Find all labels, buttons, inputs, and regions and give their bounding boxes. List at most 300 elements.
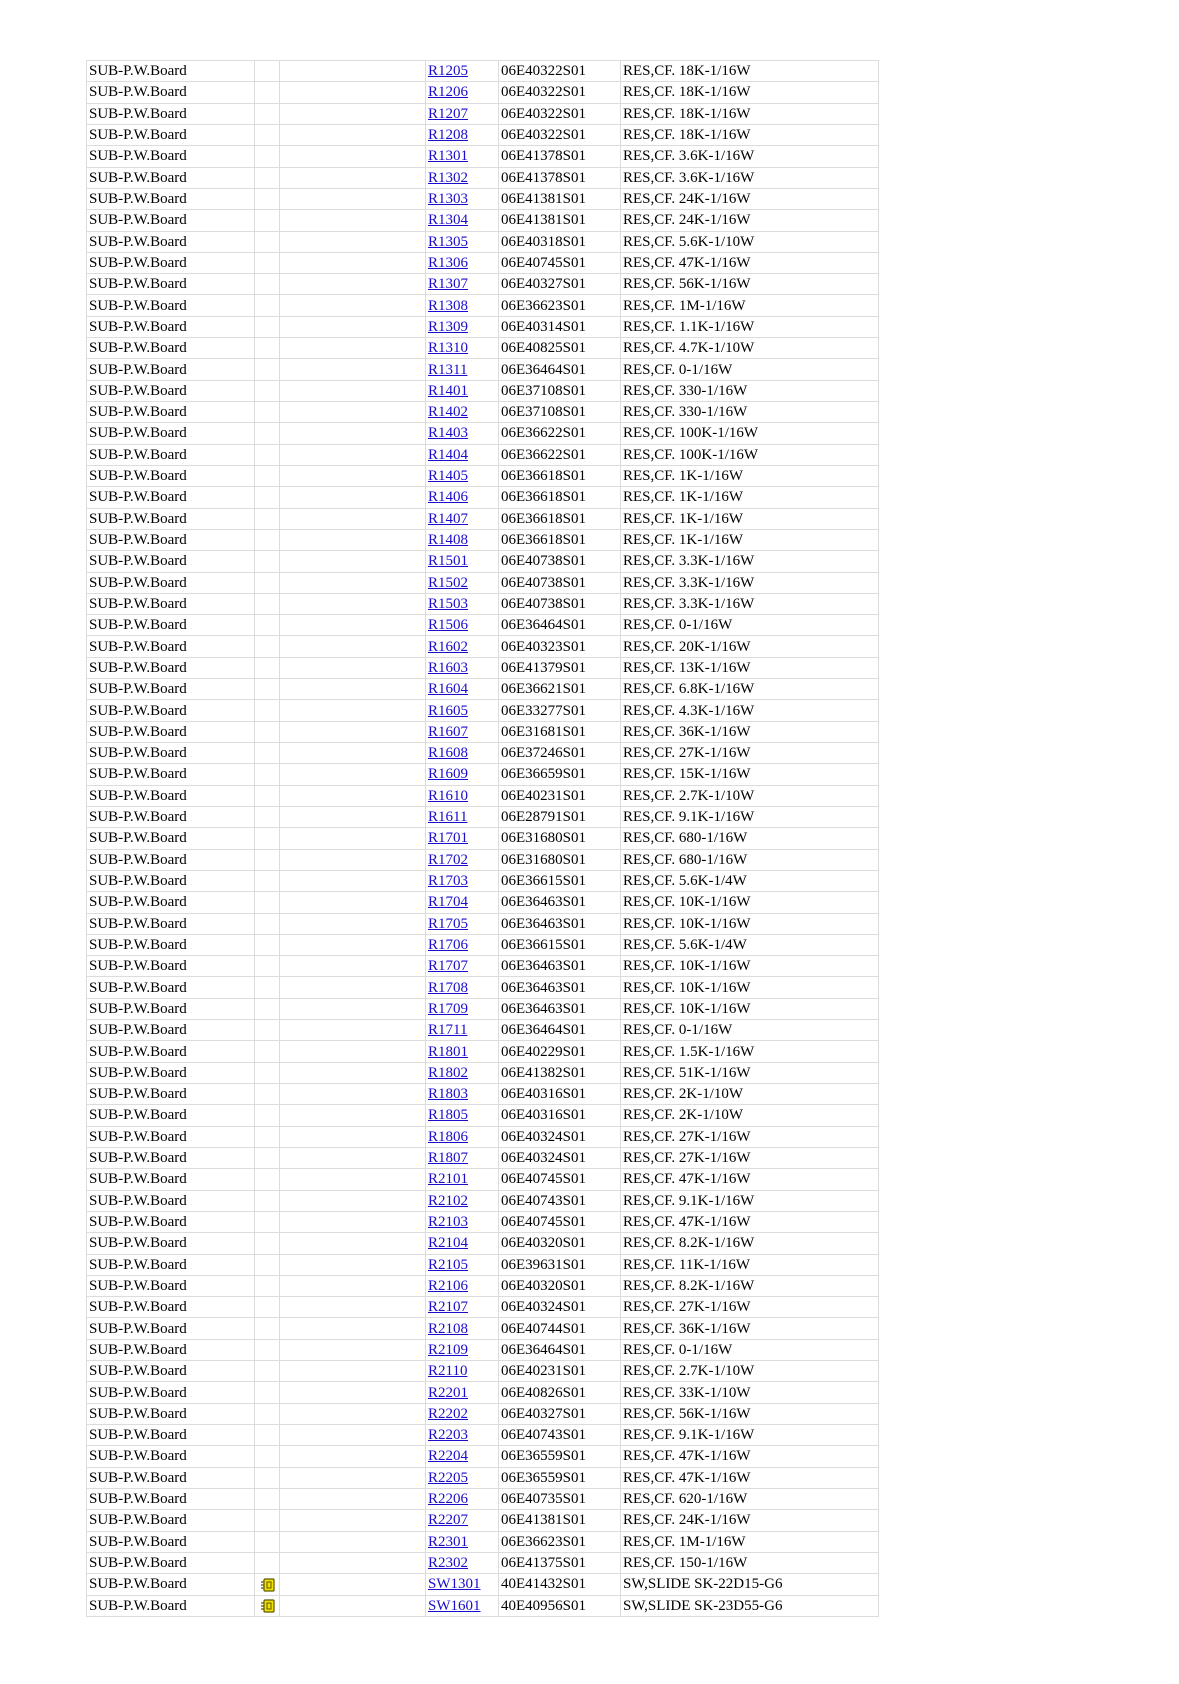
parts-row — [87, 1297, 879, 1318]
ref-cell — [426, 913, 499, 934]
description-cell: RES,CF. 680-1/16W — [621, 849, 879, 870]
part-number-cell: 06E40745S01 — [499, 1211, 621, 1232]
ref-cell — [426, 487, 499, 508]
part-number-cell: 06E41381S01 — [499, 188, 621, 209]
parts-row — [87, 82, 879, 103]
parts-row — [87, 998, 879, 1019]
board-name-cell: SUB-P.W.Board — [87, 551, 255, 572]
parts-row — [87, 61, 879, 82]
ref-link[interactable]: R2101 — [428, 1171, 469, 1188]
description-cell: RES,CF. 27K-1/16W — [621, 1126, 879, 1147]
ref-link[interactable]: R1306 — [428, 254, 469, 271]
ref-link[interactable]: R1208 — [428, 127, 469, 144]
part-icon-cell — [255, 508, 280, 529]
part-number-cell: 06E31681S01 — [499, 721, 621, 742]
board-name-cell: SUB-P.W.Board — [87, 487, 255, 508]
ref-cell — [426, 61, 499, 82]
part-number-cell: 06E39631S01 — [499, 1254, 621, 1275]
empty-cell — [280, 295, 426, 316]
parts-row — [87, 1105, 879, 1126]
board-name-cell: SUB-P.W.Board — [87, 764, 255, 785]
part-number-cell: 06E36463S01 — [499, 892, 621, 913]
parts-row — [87, 1339, 879, 1360]
empty-cell — [280, 167, 426, 188]
ref-link[interactable]: R2202 — [428, 1405, 469, 1422]
ref-link[interactable]: R1703 — [428, 873, 469, 890]
board-name-cell: SUB-P.W.Board — [87, 679, 255, 700]
ref-cell — [426, 806, 499, 827]
parts-row — [87, 806, 879, 827]
part-number-cell: 06E36618S01 — [499, 465, 621, 486]
part-number-cell: 06E36559S01 — [499, 1446, 621, 1467]
parts-row — [87, 870, 879, 891]
ref-link[interactable]: R2203 — [428, 1427, 469, 1444]
part-number-cell: 06E40825S01 — [499, 338, 621, 359]
switch-part-icon[interactable] — [260, 1578, 276, 1592]
ref-link[interactable]: R1803 — [428, 1086, 469, 1103]
part-icon-cell — [255, 1403, 280, 1424]
empty-cell — [280, 82, 426, 103]
ref-link[interactable]: R1311 — [428, 361, 468, 378]
ref-link[interactable]: R1602 — [428, 638, 469, 655]
board-name-cell: SUB-P.W.Board — [87, 1084, 255, 1105]
ref-cell — [426, 210, 499, 231]
part-number-cell: 06E36615S01 — [499, 934, 621, 955]
ref-link[interactable]: R1609 — [428, 766, 469, 783]
ref-link[interactable]: R1404 — [428, 446, 469, 463]
ref-link[interactable]: R1708 — [428, 979, 469, 996]
ref-cell — [426, 956, 499, 977]
empty-cell — [280, 508, 426, 529]
ref-link[interactable]: R2207 — [428, 1512, 469, 1529]
part-number-cell: 06E36464S01 — [499, 359, 621, 380]
empty-cell — [280, 1531, 426, 1552]
ref-link[interactable]: R1705 — [428, 915, 469, 932]
description-cell: RES,CF. 18K-1/16W — [621, 61, 879, 82]
ref-link[interactable]: R2201 — [428, 1384, 469, 1401]
ref-link[interactable]: R1302 — [428, 169, 469, 186]
parts-row — [87, 1169, 879, 1190]
parts-row — [87, 828, 879, 849]
empty-cell — [280, 444, 426, 465]
empty-cell — [280, 1297, 426, 1318]
empty-cell — [280, 934, 426, 955]
parts-row — [87, 103, 879, 124]
part-icon-cell — [255, 146, 280, 167]
ref-cell — [426, 402, 499, 423]
parts-row — [87, 380, 879, 401]
ref-link[interactable]: R1701 — [428, 830, 469, 847]
ref-cell — [426, 444, 499, 465]
part-icon-cell — [255, 615, 280, 636]
parts-row — [87, 1552, 879, 1573]
ref-cell — [426, 572, 499, 593]
board-name-cell: SUB-P.W.Board — [87, 956, 255, 977]
parts-row — [87, 785, 879, 806]
part-number-cell: 06E36618S01 — [499, 487, 621, 508]
ref-link[interactable]: R1308 — [428, 297, 469, 314]
description-cell: RES,CF. 10K-1/16W — [621, 892, 879, 913]
description-cell: RES,CF. 620-1/16W — [621, 1488, 879, 1509]
ref-cell — [426, 529, 499, 550]
ref-link[interactable]: R1706 — [428, 936, 469, 953]
ref-link[interactable]: R1603 — [428, 659, 469, 676]
switch-part-icon[interactable] — [260, 1599, 276, 1613]
part-icon-cell — [255, 167, 280, 188]
empty-cell — [280, 1190, 426, 1211]
ref-link[interactable]: R2105 — [428, 1256, 469, 1273]
parts-row — [87, 146, 879, 167]
empty-cell — [280, 487, 426, 508]
board-name-cell: SUB-P.W.Board — [87, 1126, 255, 1147]
description-cell: RES,CF. 11K-1/16W — [621, 1254, 879, 1275]
description-cell: RES,CF. 24K-1/16W — [621, 210, 879, 231]
part-number-cell: 06E36618S01 — [499, 508, 621, 529]
description-cell: RES,CF. 3.6K-1/16W — [621, 167, 879, 188]
part-number-cell: 06E40745S01 — [499, 252, 621, 273]
ref-link[interactable]: R1805 — [428, 1107, 469, 1124]
parts-row — [87, 1254, 879, 1275]
board-name-cell: SUB-P.W.Board — [87, 892, 255, 913]
board-name-cell: SUB-P.W.Board — [87, 1169, 255, 1190]
ref-cell — [426, 295, 499, 316]
part-number-cell: 06E36463S01 — [499, 956, 621, 977]
part-icon-cell — [255, 806, 280, 827]
ref-link[interactable]: SW1601 — [428, 1597, 481, 1614]
part-number-cell: 06E41378S01 — [499, 146, 621, 167]
ref-link[interactable]: R1401 — [428, 382, 469, 399]
empty-cell — [280, 1169, 426, 1190]
parts-row — [87, 444, 879, 465]
empty-cell — [280, 1126, 426, 1147]
parts-row — [87, 593, 879, 614]
ref-cell — [426, 1169, 499, 1190]
ref-cell — [426, 423, 499, 444]
part-icon-cell — [255, 1382, 280, 1403]
parts-row — [87, 1147, 879, 1168]
description-cell: RES,CF. 1.1K-1/16W — [621, 316, 879, 337]
ref-cell — [426, 252, 499, 273]
empty-cell — [280, 1446, 426, 1467]
empty-cell — [280, 529, 426, 550]
part-icon-cell — [255, 700, 280, 721]
parts-row — [87, 636, 879, 657]
empty-cell — [280, 274, 426, 295]
description-cell: RES,CF. 2.7K-1/10W — [621, 1361, 879, 1382]
ref-link[interactable]: R1604 — [428, 681, 469, 698]
part-icon-cell — [255, 849, 280, 870]
ref-link[interactable]: R1406 — [428, 489, 469, 506]
ref-cell — [426, 82, 499, 103]
ref-cell — [426, 636, 499, 657]
ref-link[interactable]: R2107 — [428, 1299, 469, 1316]
ref-link[interactable]: R1707 — [428, 958, 469, 975]
ref-cell — [426, 1254, 499, 1275]
part-number-cell: 06E40318S01 — [499, 231, 621, 252]
parts-row — [87, 934, 879, 955]
ref-cell — [426, 465, 499, 486]
part-icon-cell — [255, 359, 280, 380]
description-cell: RES,CF. 2K-1/10W — [621, 1084, 879, 1105]
description-cell: RES,CF. 1M-1/16W — [621, 295, 879, 316]
board-name-cell: SUB-P.W.Board — [87, 700, 255, 721]
description-cell: RES,CF. 0-1/16W — [621, 1339, 879, 1360]
empty-cell — [280, 1574, 426, 1595]
ref-link[interactable]: SW1301 — [428, 1576, 481, 1593]
description-cell: RES,CF. 9.1K-1/16W — [621, 1425, 879, 1446]
part-icon-cell — [255, 295, 280, 316]
part-icon-cell — [255, 1105, 280, 1126]
part-number-cell: 06E36464S01 — [499, 615, 621, 636]
ref-cell — [426, 977, 499, 998]
ref-link[interactable]: R1801 — [428, 1043, 469, 1060]
ref-link[interactable]: R1807 — [428, 1150, 469, 1167]
board-name-cell: SUB-P.W.Board — [87, 998, 255, 1019]
ref-link[interactable]: R1503 — [428, 595, 469, 612]
parts-row — [87, 316, 879, 337]
ref-link[interactable]: R1305 — [428, 233, 469, 250]
ref-link[interactable]: R1408 — [428, 532, 469, 549]
ref-cell — [426, 1211, 499, 1232]
ref-link[interactable]: R1806 — [428, 1128, 469, 1145]
ref-cell — [426, 103, 499, 124]
parts-list-table — [86, 60, 879, 1617]
empty-cell — [280, 465, 426, 486]
part-icon-cell — [255, 1531, 280, 1552]
parts-row — [87, 721, 879, 742]
ref-link[interactable]: R1205 — [428, 63, 469, 80]
ref-link[interactable]: R1303 — [428, 191, 469, 208]
empty-cell — [280, 423, 426, 444]
ref-link[interactable]: R2110 — [428, 1363, 468, 1380]
board-name-cell: SUB-P.W.Board — [87, 1339, 255, 1360]
parts-row — [87, 252, 879, 273]
ref-cell — [426, 231, 499, 252]
part-number-cell: 06E36615S01 — [499, 870, 621, 891]
ref-link[interactable]: R2204 — [428, 1448, 469, 1465]
board-name-cell: SUB-P.W.Board — [87, 508, 255, 529]
empty-cell — [280, 1552, 426, 1573]
description-cell: RES,CF. 2K-1/10W — [621, 1105, 879, 1126]
ref-cell — [426, 1425, 499, 1446]
empty-cell — [280, 1361, 426, 1382]
board-name-cell: SUB-P.W.Board — [87, 1382, 255, 1403]
parts-row — [87, 1425, 879, 1446]
board-name-cell: SUB-P.W.Board — [87, 828, 255, 849]
empty-cell — [280, 1020, 426, 1041]
ref-link[interactable]: R2301 — [428, 1533, 469, 1550]
description-cell: RES,CF. 1K-1/16W — [621, 529, 879, 550]
parts-row — [87, 487, 879, 508]
description-cell: RES,CF. 1K-1/16W — [621, 487, 879, 508]
empty-cell — [280, 1041, 426, 1062]
parts-row — [87, 1574, 879, 1595]
ref-cell — [426, 1275, 499, 1296]
ref-link[interactable]: R1611 — [428, 809, 468, 826]
empty-cell — [280, 615, 426, 636]
part-number-cell: 06E40324S01 — [499, 1126, 621, 1147]
ref-link[interactable]: R1608 — [428, 745, 469, 762]
ref-cell — [426, 1318, 499, 1339]
part-number-cell: 06E40324S01 — [499, 1297, 621, 1318]
ref-cell — [426, 743, 499, 764]
part-number-cell: 06E37108S01 — [499, 402, 621, 423]
ref-link[interactable]: R1506 — [428, 617, 469, 634]
ref-link[interactable]: R1407 — [428, 510, 469, 527]
ref-link[interactable]: R1501 — [428, 553, 469, 570]
parts-row — [87, 1062, 879, 1083]
ref-link[interactable]: R1502 — [428, 574, 469, 591]
empty-cell — [280, 1084, 426, 1105]
ref-link[interactable]: R2106 — [428, 1277, 469, 1294]
ref-cell — [426, 146, 499, 167]
board-name-cell: SUB-P.W.Board — [87, 615, 255, 636]
part-number-cell: 06E41381S01 — [499, 210, 621, 231]
board-name-cell: SUB-P.W.Board — [87, 849, 255, 870]
ref-cell — [426, 1361, 499, 1382]
empty-cell — [280, 1233, 426, 1254]
board-name-cell: SUB-P.W.Board — [87, 465, 255, 486]
board-name-cell: SUB-P.W.Board — [87, 61, 255, 82]
description-cell: RES,CF. 100K-1/16W — [621, 423, 879, 444]
empty-cell — [280, 593, 426, 614]
ref-link[interactable]: R1310 — [428, 340, 469, 357]
description-cell: RES,CF. 3.3K-1/16W — [621, 593, 879, 614]
ref-link[interactable]: R1802 — [428, 1064, 469, 1081]
part-number-cell: 06E36623S01 — [499, 295, 621, 316]
part-icon-cell — [255, 465, 280, 486]
parts-row — [87, 956, 879, 977]
part-icon-cell — [255, 1169, 280, 1190]
part-number-cell: 06E40327S01 — [499, 274, 621, 295]
ref-cell — [426, 1467, 499, 1488]
part-icon-cell — [255, 103, 280, 124]
parts-row — [87, 1275, 879, 1296]
ref-link[interactable]: R1709 — [428, 1000, 469, 1017]
part-number-cell: 06E37108S01 — [499, 380, 621, 401]
empty-cell — [280, 124, 426, 145]
parts-row — [87, 465, 879, 486]
empty-cell — [280, 1147, 426, 1168]
description-cell: RES,CF. 10K-1/16W — [621, 998, 879, 1019]
ref-link[interactable]: R2104 — [428, 1235, 469, 1252]
empty-cell — [280, 998, 426, 1019]
ref-link[interactable]: R1307 — [428, 276, 469, 293]
ref-link[interactable]: R2109 — [428, 1341, 469, 1358]
board-name-cell: SUB-P.W.Board — [87, 1595, 255, 1616]
empty-cell — [280, 359, 426, 380]
board-name-cell: SUB-P.W.Board — [87, 1211, 255, 1232]
part-icon-cell — [255, 380, 280, 401]
part-number-cell: 06E36659S01 — [499, 764, 621, 785]
ref-cell — [426, 1510, 499, 1531]
ref-link[interactable]: R1402 — [428, 404, 469, 421]
ref-link[interactable]: R2108 — [428, 1320, 469, 1337]
empty-cell — [280, 188, 426, 209]
ref-link[interactable]: R1301 — [428, 148, 469, 165]
board-name-cell: SUB-P.W.Board — [87, 1020, 255, 1041]
ref-link[interactable]: R1711 — [428, 1022, 468, 1039]
part-number-cell: 06E36464S01 — [499, 1339, 621, 1360]
ref-link[interactable]: R2102 — [428, 1192, 469, 1209]
board-name-cell: SUB-P.W.Board — [87, 806, 255, 827]
ref-link[interactable]: R1309 — [428, 318, 469, 335]
parts-row — [87, 274, 879, 295]
description-cell: RES,CF. 0-1/16W — [621, 615, 879, 636]
part-icon-cell — [255, 423, 280, 444]
ref-link[interactable]: R2205 — [428, 1469, 469, 1486]
ref-link[interactable]: R2206 — [428, 1491, 469, 1508]
ref-cell — [426, 1084, 499, 1105]
ref-link[interactable]: R1704 — [428, 894, 469, 911]
empty-cell — [280, 210, 426, 231]
part-number-cell: 06E36463S01 — [499, 998, 621, 1019]
part-number-cell: 06E40314S01 — [499, 316, 621, 337]
ref-link[interactable]: R1605 — [428, 702, 469, 719]
description-cell: RES,CF. 47K-1/16W — [621, 1446, 879, 1467]
empty-cell — [280, 1403, 426, 1424]
part-icon-cell — [255, 956, 280, 977]
part-number-cell: 06E40743S01 — [499, 1425, 621, 1446]
board-name-cell: SUB-P.W.Board — [87, 1446, 255, 1467]
ref-link[interactable]: R1607 — [428, 723, 469, 740]
part-number-cell: 06E40231S01 — [499, 785, 621, 806]
part-icon-cell — [255, 593, 280, 614]
ref-link[interactable]: R1403 — [428, 425, 469, 442]
board-name-cell: SUB-P.W.Board — [87, 1552, 255, 1573]
ref-link[interactable]: R2302 — [428, 1555, 469, 1572]
parts-row — [87, 529, 879, 550]
part-icon-cell — [255, 231, 280, 252]
board-name-cell: SUB-P.W.Board — [87, 1105, 255, 1126]
board-name-cell: SUB-P.W.Board — [87, 338, 255, 359]
parts-row — [87, 1020, 879, 1041]
part-icon-cell — [255, 1318, 280, 1339]
part-icon-cell — [255, 1233, 280, 1254]
empty-cell — [280, 1467, 426, 1488]
description-cell: RES,CF. 18K-1/16W — [621, 103, 879, 124]
ref-link[interactable]: R1702 — [428, 851, 469, 868]
part-number-cell: 06E40322S01 — [499, 124, 621, 145]
board-name-cell: SUB-P.W.Board — [87, 82, 255, 103]
description-cell: RES,CF. 15K-1/16W — [621, 764, 879, 785]
part-icon-cell — [255, 1020, 280, 1041]
parts-row — [87, 124, 879, 145]
ref-cell — [426, 700, 499, 721]
ref-link[interactable]: R1610 — [428, 787, 469, 804]
board-name-cell: SUB-P.W.Board — [87, 124, 255, 145]
ref-link[interactable]: R1207 — [428, 105, 469, 122]
part-number-cell: 06E41379S01 — [499, 657, 621, 678]
ref-link[interactable]: R1206 — [428, 84, 469, 101]
board-name-cell: SUB-P.W.Board — [87, 721, 255, 742]
empty-cell — [280, 61, 426, 82]
ref-link[interactable]: R2103 — [428, 1214, 469, 1231]
description-cell: RES,CF. 0-1/16W — [621, 1020, 879, 1041]
ref-link[interactable]: R1405 — [428, 468, 469, 485]
description-cell: RES,CF. 51K-1/16W — [621, 1062, 879, 1083]
empty-cell — [280, 252, 426, 273]
ref-link[interactable]: R1304 — [428, 212, 469, 229]
empty-cell — [280, 231, 426, 252]
parts-row — [87, 1233, 879, 1254]
part-number-cell: 06E40327S01 — [499, 1403, 621, 1424]
description-cell: RES,CF. 0-1/16W — [621, 359, 879, 380]
empty-cell — [280, 1211, 426, 1232]
part-number-cell: 40E41432S01 — [499, 1574, 621, 1595]
description-cell: RES,CF. 8.2K-1/16W — [621, 1275, 879, 1296]
part-icon-cell — [255, 1190, 280, 1211]
